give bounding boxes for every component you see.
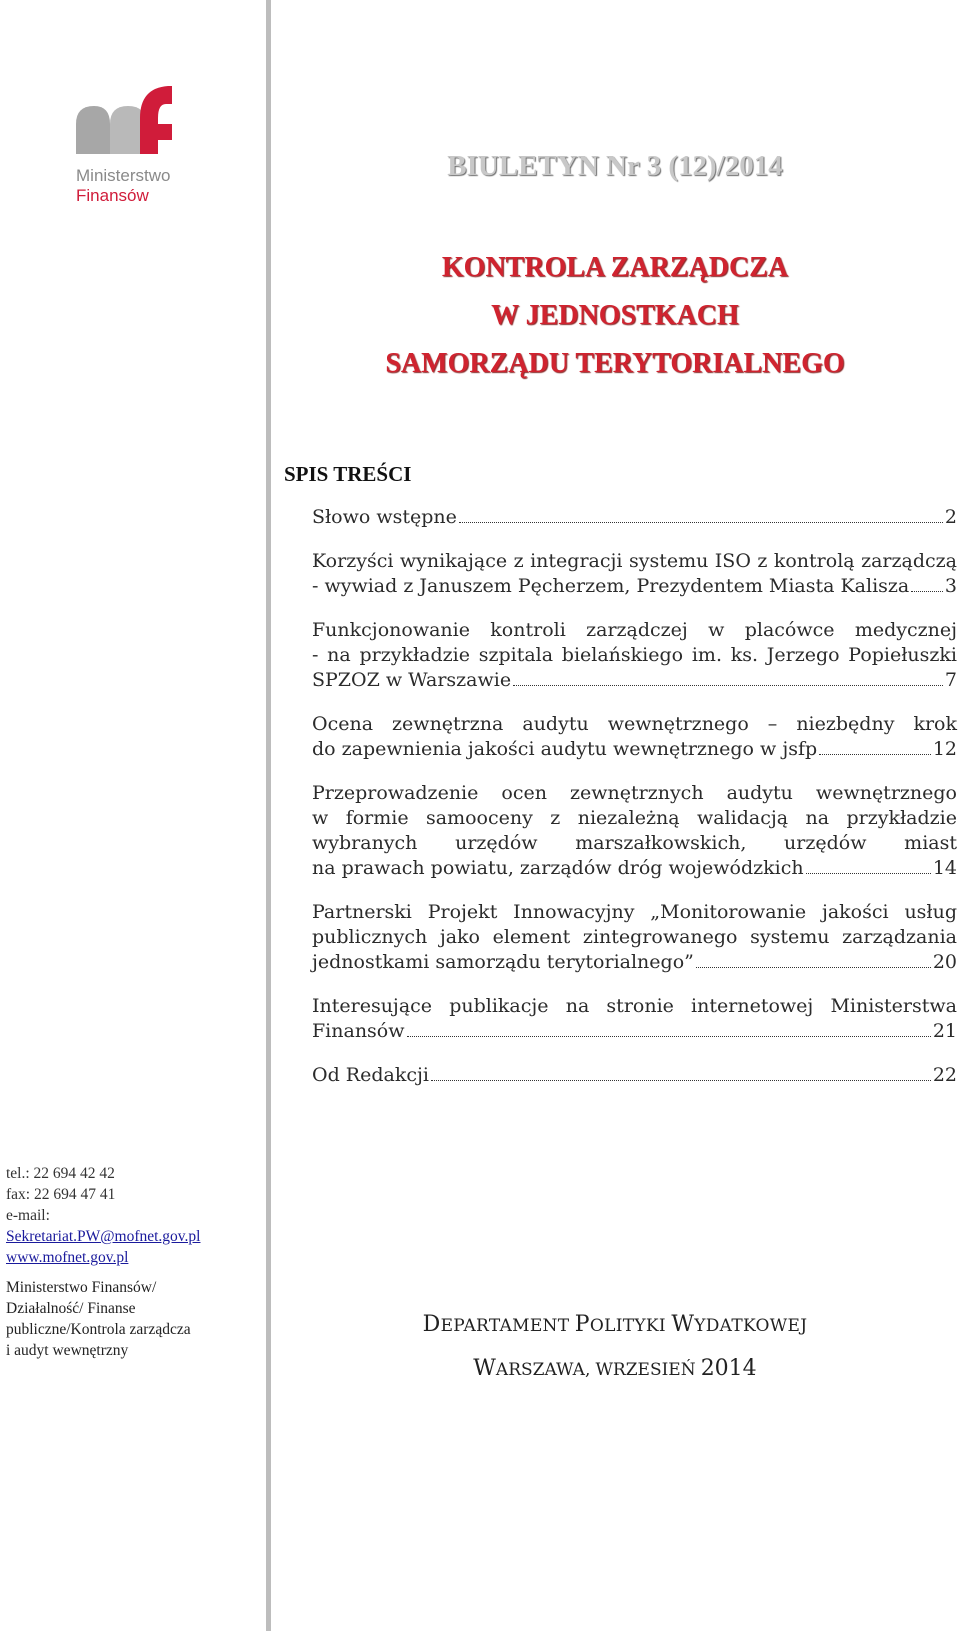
toc-entry-last-line [312,1019,957,1044]
toc-entry-line: Funkcjonowanie kontroli zarządczej w placówce medycznej [312,619,957,641]
department-name [270,1312,960,1337]
toc-entry-last-line [312,505,957,530]
toc-page-number: 7 [944,669,957,691]
toc-entry[interactable] [312,505,957,530]
month: WRZESIEŃ [595,1360,696,1380]
toc-dot-leader [911,591,943,592]
toc-dot-leader [431,1080,931,1081]
email-label: e-mail: [6,1207,50,1224]
dept-cap: W [671,1312,695,1337]
toc-entry-last-line [312,950,957,975]
toc-entry-line: Interesujące publikacje na stronie internetowej Ministerstwa [312,995,957,1017]
toc-entry[interactable] [312,900,957,975]
toc-entry-line: wybranych urzędów marszałkowskich, urzędów miast [312,832,957,854]
toc-entry-line: Ocena zewnętrzna audytu wewnętrznego – niezbędny krok [312,713,957,735]
title-line: KONTROLA ZARZĄDCZA [441,252,789,283]
toc-entry-title: Od Redakcji [312,1064,429,1086]
place-and-date [270,1356,960,1381]
menu-path-line: Działalność/ Finanse [6,1300,136,1317]
dept-rest: YDATKOWEJ [694,1316,808,1336]
toc-entry[interactable] [312,1063,957,1088]
toc-page-number: 22 [932,1064,957,1086]
city-rest: ARSZAWA, [495,1360,591,1380]
toc-entry-last-line [312,574,957,599]
website-link[interactable]: www.mofnet.gov.pl [6,1249,129,1266]
table-of-contents [312,505,957,1107]
toc-entry-title: do zapewnienia jakości audytu wewnętrznego w jsfp [312,738,818,760]
toc-dot-leader [407,1036,931,1037]
main-title [270,244,960,388]
dept-rest: OLITYKI [589,1316,666,1336]
toc-entry-line: - na przykładzie szpitala bielańskiego im. ks. Jerzego Popiełuszki [312,644,957,666]
toc-entry-last-line [312,856,957,881]
logo-line-1: Ministerstwo [76,166,171,185]
toc-page-number: 14 [932,857,957,879]
city-cap: W [473,1356,496,1381]
toc-entry-line: Korzyści wynikające z integracji systemu ISO z kontrolą zarządczą [312,550,957,572]
year: 2014 [700,1356,757,1381]
toc-entry-title: Finansów [312,1020,405,1042]
email-link[interactable]: Sekretariat.PW@mofnet.gov.pl [6,1228,201,1245]
toc-entry[interactable] [312,618,957,693]
toc-page-number: 3 [944,575,957,597]
toc-dot-leader [513,685,943,686]
toc-page-number: 12 [932,738,957,760]
toc-entry[interactable] [312,994,957,1044]
toc-entry-line: publicznych jako element zintegrowanego systemu zarządzania [312,926,957,948]
toc-heading: SPIS TREŚCI [284,462,412,486]
toc-page-number: 20 [932,951,957,973]
toc-entry-line: w formie samooceny z niezależną walidacją na przykładzie [312,807,957,829]
dept-cap: D [422,1312,441,1337]
toc-entry-title: - wywiad z Januszem Pęcherzem, Prezydentem Miasta Kalisza [312,575,910,597]
site-menu-path [6,1277,246,1361]
toc-entry[interactable] [312,549,957,599]
toc-entry-last-line [312,668,957,693]
toc-page-number: 2 [944,506,957,528]
toc-page-number: 21 [932,1020,957,1042]
logo-text [76,166,170,206]
toc-entry-title: jednostkami samorządu terytorialnego” [312,951,694,973]
toc-dot-leader [806,873,931,874]
menu-path-line: i audyt wewnętrzny [6,1342,129,1359]
toc-entry-title: na prawach powiatu, zarządów dróg wojewódzkich [312,857,804,879]
phone-number: tel.: 22 694 42 42 [6,1165,115,1182]
toc-dot-leader [696,967,931,968]
toc-entry-title: SPZOZ w Warszawie [312,669,512,691]
title-line: W JEDNOSTKACH [491,300,739,331]
toc-entry-title: Słowo wstępne [312,506,457,528]
logo-line-2: Finansów [76,186,149,205]
title-line: SAMORZĄDU TERYTORIALNEGO [385,348,845,379]
toc-entry-last-line [312,737,957,762]
dept-cap: P [574,1312,590,1337]
toc-entry[interactable] [312,781,957,881]
fax-number: fax: 22 694 47 41 [6,1186,116,1203]
toc-entry-line: Partnerski Projekt Innowacyjny „Monitorowanie jakości usług [312,901,957,923]
toc-entry[interactable] [312,712,957,762]
bulletin-number: BIULETYN Nr 3 (12)/2014 [447,150,783,182]
dept-rest: EPARTAMENT [440,1316,570,1336]
contact-info [6,1163,246,1268]
menu-path-line: publiczne/Kontrola zarządcza [6,1321,191,1338]
toc-dot-leader [819,754,931,755]
toc-dot-leader [459,522,943,523]
toc-entry-line: Przeprowadzenie ocen zewnętrznych audytu wewnętrznego [312,782,957,804]
menu-path-line: Ministerstwo Finansów/ [6,1279,157,1296]
toc-entry-last-line [312,1063,957,1088]
